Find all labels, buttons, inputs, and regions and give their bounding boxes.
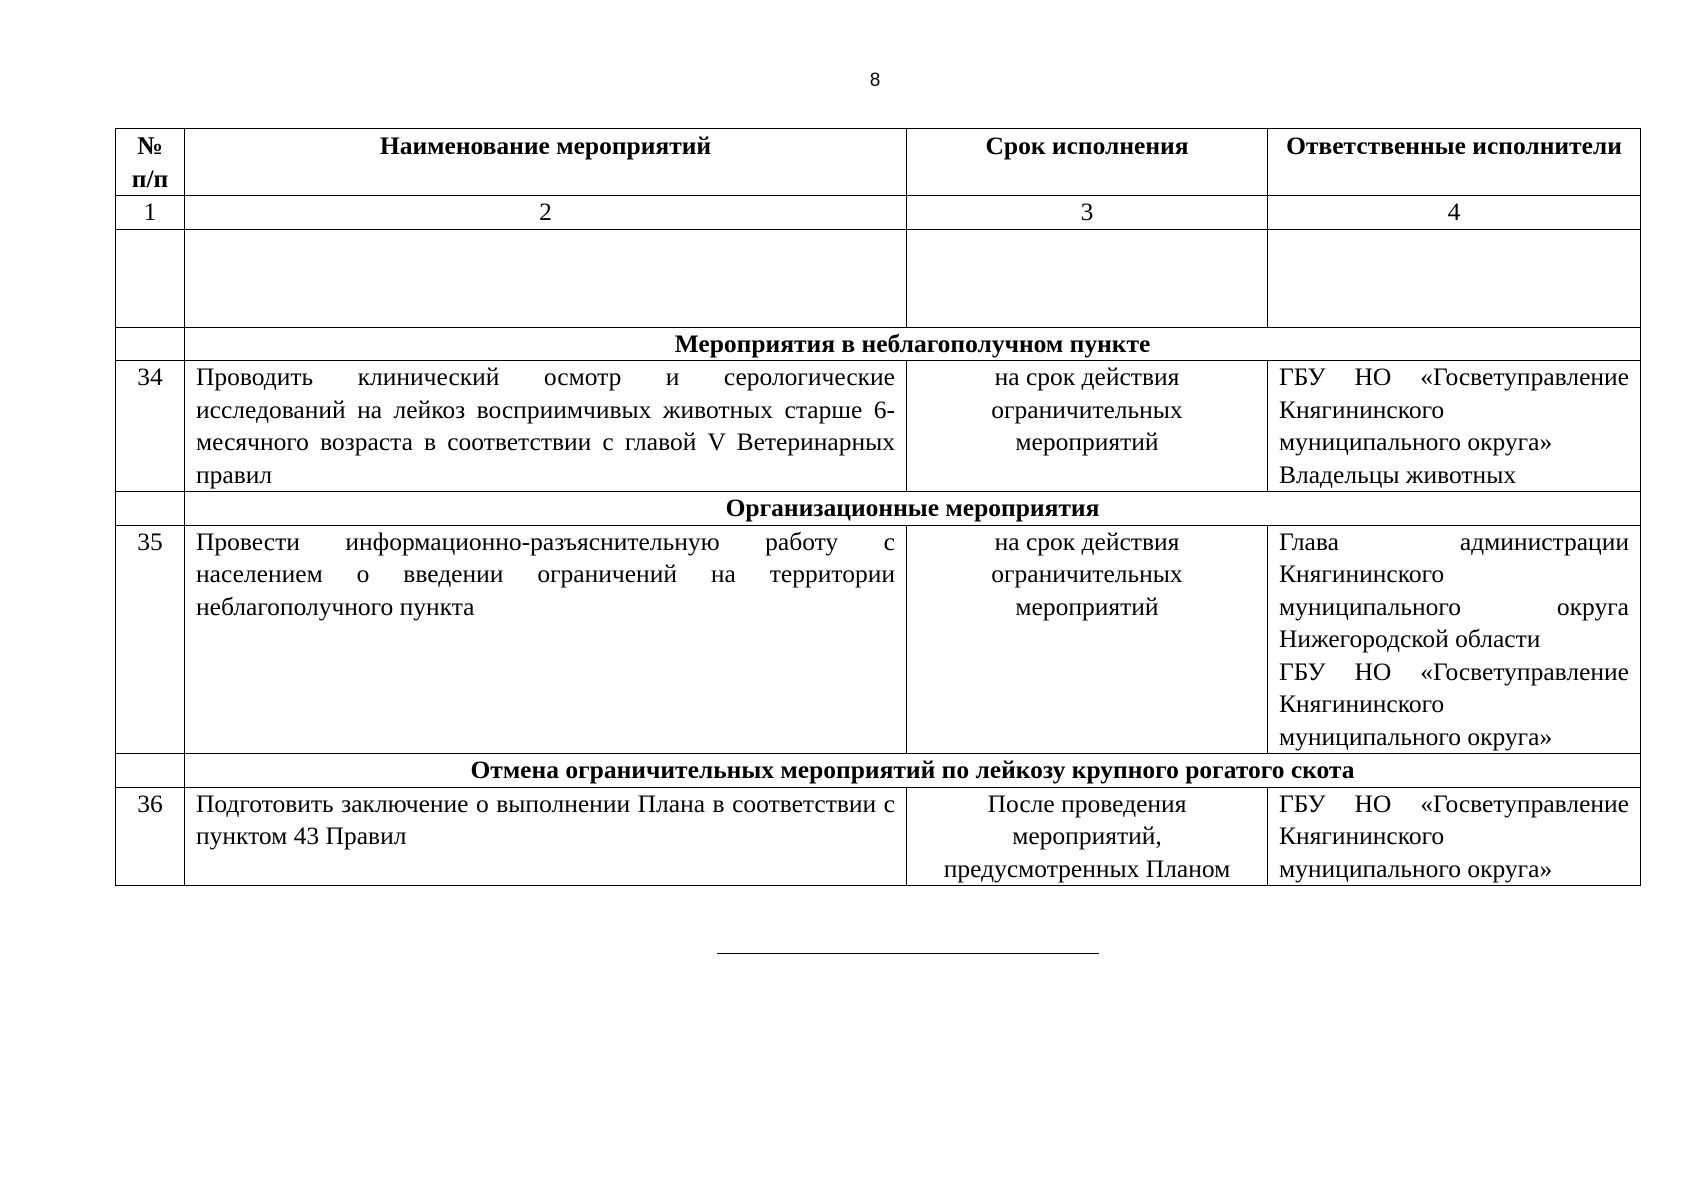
section-title: Мероприятия в неблагополучном пункте xyxy=(185,327,1641,361)
column-number-row xyxy=(116,196,1641,230)
responsible-entry: ГБУ НО «Госветуправление Княгининского муниципального округа» xyxy=(1279,788,1629,883)
empty-cell xyxy=(907,229,1268,327)
responsible xyxy=(1268,361,1641,492)
measure-name: Провести информационно-разъяснительную работу с населением о введении ограничений на территории неблагополучного пункта xyxy=(185,525,907,754)
closing-rule xyxy=(717,953,1099,954)
empty-cell xyxy=(116,229,185,327)
section-title: Отмена ограничительных мероприятий по лейкозу крупного рогатого скота xyxy=(185,754,1641,788)
measure-name: Подготовить заключение о выполнении Плана в соответствии с пунктом 43 Правил xyxy=(185,787,907,886)
column-number: 3 xyxy=(907,196,1268,230)
empty-cell xyxy=(1268,229,1641,327)
section-row xyxy=(116,327,1641,361)
row-number: 36 xyxy=(116,787,185,886)
section-title: Организационные мероприятия xyxy=(185,492,1641,526)
column-number: 4 xyxy=(1268,196,1641,230)
empty-cell xyxy=(116,754,185,788)
table-row xyxy=(116,361,1641,492)
section-row xyxy=(116,754,1641,788)
empty-cell xyxy=(116,492,185,526)
header-term: Срок исполнения xyxy=(907,129,1268,196)
section-row xyxy=(116,492,1641,526)
responsible-entry: ГБУ НО «Госветуправление Княгининского муниципального округа» xyxy=(1279,656,1629,751)
responsible-entry: Глава администрации Княгининского муниципального округа Нижегородской области xyxy=(1279,526,1629,653)
empty-cell xyxy=(116,327,185,361)
responsible xyxy=(1268,525,1641,754)
row-number: 34 xyxy=(116,361,185,492)
table-row xyxy=(116,787,1641,886)
column-number: 1 xyxy=(116,196,185,230)
header-row xyxy=(116,129,1641,196)
measures-table xyxy=(115,128,1641,886)
measure-name: Проводить клинический осмотр и серологические исследований на лейкоз восприимчивых животных старше 6-месячного возраста в соответствии с главой V Ветеринарных правил xyxy=(185,361,907,492)
empty-row xyxy=(116,229,1641,327)
responsible-entry: Владельцы животных xyxy=(1279,459,1517,489)
header-name: Наименование мероприятий xyxy=(185,129,907,196)
responsible xyxy=(1268,787,1641,886)
empty-cell xyxy=(185,229,907,327)
term: После проведения мероприятий, предусмотренных Планом xyxy=(907,787,1268,886)
term: на срок действия ограничительных мероприятий xyxy=(907,525,1268,754)
column-number: 2 xyxy=(185,196,907,230)
row-number: 35 xyxy=(116,525,185,754)
header-number: № п/п xyxy=(116,129,185,196)
page-number: 8 xyxy=(869,70,881,91)
header-responsible: Ответственные исполнители xyxy=(1268,129,1641,196)
responsible-entry: ГБУ НО «Госветуправление Княгининского муниципального округа» xyxy=(1279,362,1629,456)
table-row xyxy=(116,525,1641,754)
term: на срок действия ограничительных мероприятий xyxy=(907,361,1268,492)
